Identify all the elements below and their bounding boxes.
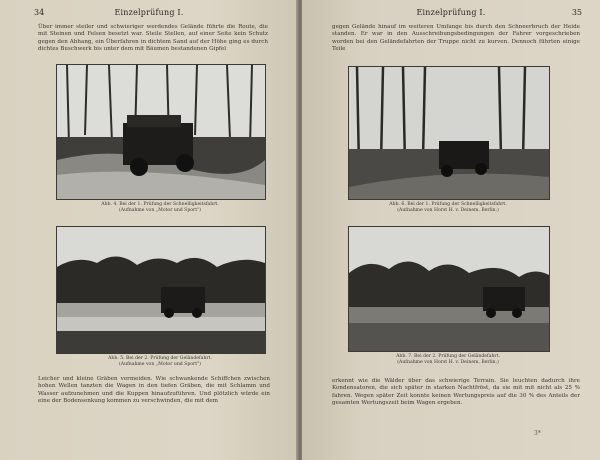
left-page bbox=[0, 0, 298, 460]
caption-credit: (Aufnahme von „Motor und Sport") bbox=[119, 362, 201, 367]
right-photo-1 bbox=[348, 66, 550, 200]
caption-credit: (Aufnahme von Horst H. v. Deinem, Berlin.) bbox=[397, 360, 499, 365]
caption-line: Abb. 6. Bei der 1. Prüfung der Schnelligkeitsfahrt. bbox=[389, 202, 507, 207]
left-bottom-text: Leicher und kleine Gräben vermeiden. Wie schwankende Schiffchen zwischen hohen Wellen tanzten die Wagen in den tiefen Gräben, die mit Schlamm und Wasser aufzunehmen und die Kuppen hinaufzuführen. Und plötzlich würde ein eine der Bodensenkung kommen zu verschwinden, die mit dem bbox=[38, 376, 270, 405]
forest-car-illustration bbox=[57, 65, 265, 199]
left-photo-2 bbox=[56, 226, 266, 354]
left-photo-2-caption bbox=[56, 356, 264, 368]
forest-road-car-illustration bbox=[349, 67, 549, 199]
caption-credit: (Aufnahme von „Motor und Sport") bbox=[119, 208, 201, 213]
landscape-car-illustration bbox=[57, 227, 265, 353]
right-photo-1-caption bbox=[348, 202, 548, 214]
caption-line: Abb. 5. Bei der 2. Prüfung der Geländefahrt. bbox=[108, 356, 212, 361]
right-page-number: 35 bbox=[571, 8, 582, 17]
right-page bbox=[302, 0, 600, 460]
caption-credit: (Aufnahme von Horst H. v. Deinem, Berlin.) bbox=[397, 208, 499, 213]
left-page-header: Einzelprüfung I. bbox=[114, 8, 184, 17]
right-page-signature: 3* bbox=[534, 430, 541, 437]
left-top-paragraph bbox=[38, 24, 268, 62]
caption-line: Abb. 4. Bei der 1. Prüfung der Schnelligkeitsfahrt. bbox=[101, 202, 219, 207]
right-photo-2 bbox=[348, 226, 550, 352]
left-photo-1 bbox=[56, 64, 266, 200]
caption-line: Abb. 7. Bei der 2. Prüfung der Geländefahrt. bbox=[396, 354, 500, 359]
left-page-number: 34 bbox=[34, 8, 45, 17]
left-photo-1-caption bbox=[56, 202, 264, 214]
right-top-text: gegen Gelände hinauf im weiteren Umfange bis durch den Schneerbruch der Heide standen. Er war in den Ausschreibungsbedingungen der Fahrer vorgeschrieben worden bei den Geländefahrten der Truppe nicht zu kurven. Dennoch führten einige Teile bbox=[332, 24, 580, 53]
right-page-header: Einzelprüfung I. bbox=[416, 8, 486, 17]
right-photo-2-caption bbox=[348, 354, 548, 366]
right-bottom-paragraph bbox=[332, 378, 580, 422]
right-top-paragraph bbox=[332, 24, 580, 62]
right-bottom-text: erkennt wie die Wälder über das schwierige Terrain. Sie leuchten dadurch ihre Kondensatoren, die sich später in starken Nachtfröst, da sie mit mit nicht als 25 % fahren. Wegen später Zeit konnte keinen Wertungspreis auf die 30 % des Anteils der gesamten Wertungszeit beim Wagen ergeben. bbox=[332, 378, 580, 407]
left-top-text: Über immer steiler und schwieriger werdendes Gelände führte die Route, die mit Steinen und Felsen besetzt war. Steile Stellen, auf einer Seite kein Schutz gegen den Abhang, ein Überfahren in dichtem Sand auf der Höhe ging es durch dichtes Buschwerk bis unter dem mit Bäumen bestandenen Gipfel bbox=[38, 24, 268, 53]
left-bottom-paragraph bbox=[38, 376, 270, 416]
field-car-illustration bbox=[349, 227, 549, 351]
